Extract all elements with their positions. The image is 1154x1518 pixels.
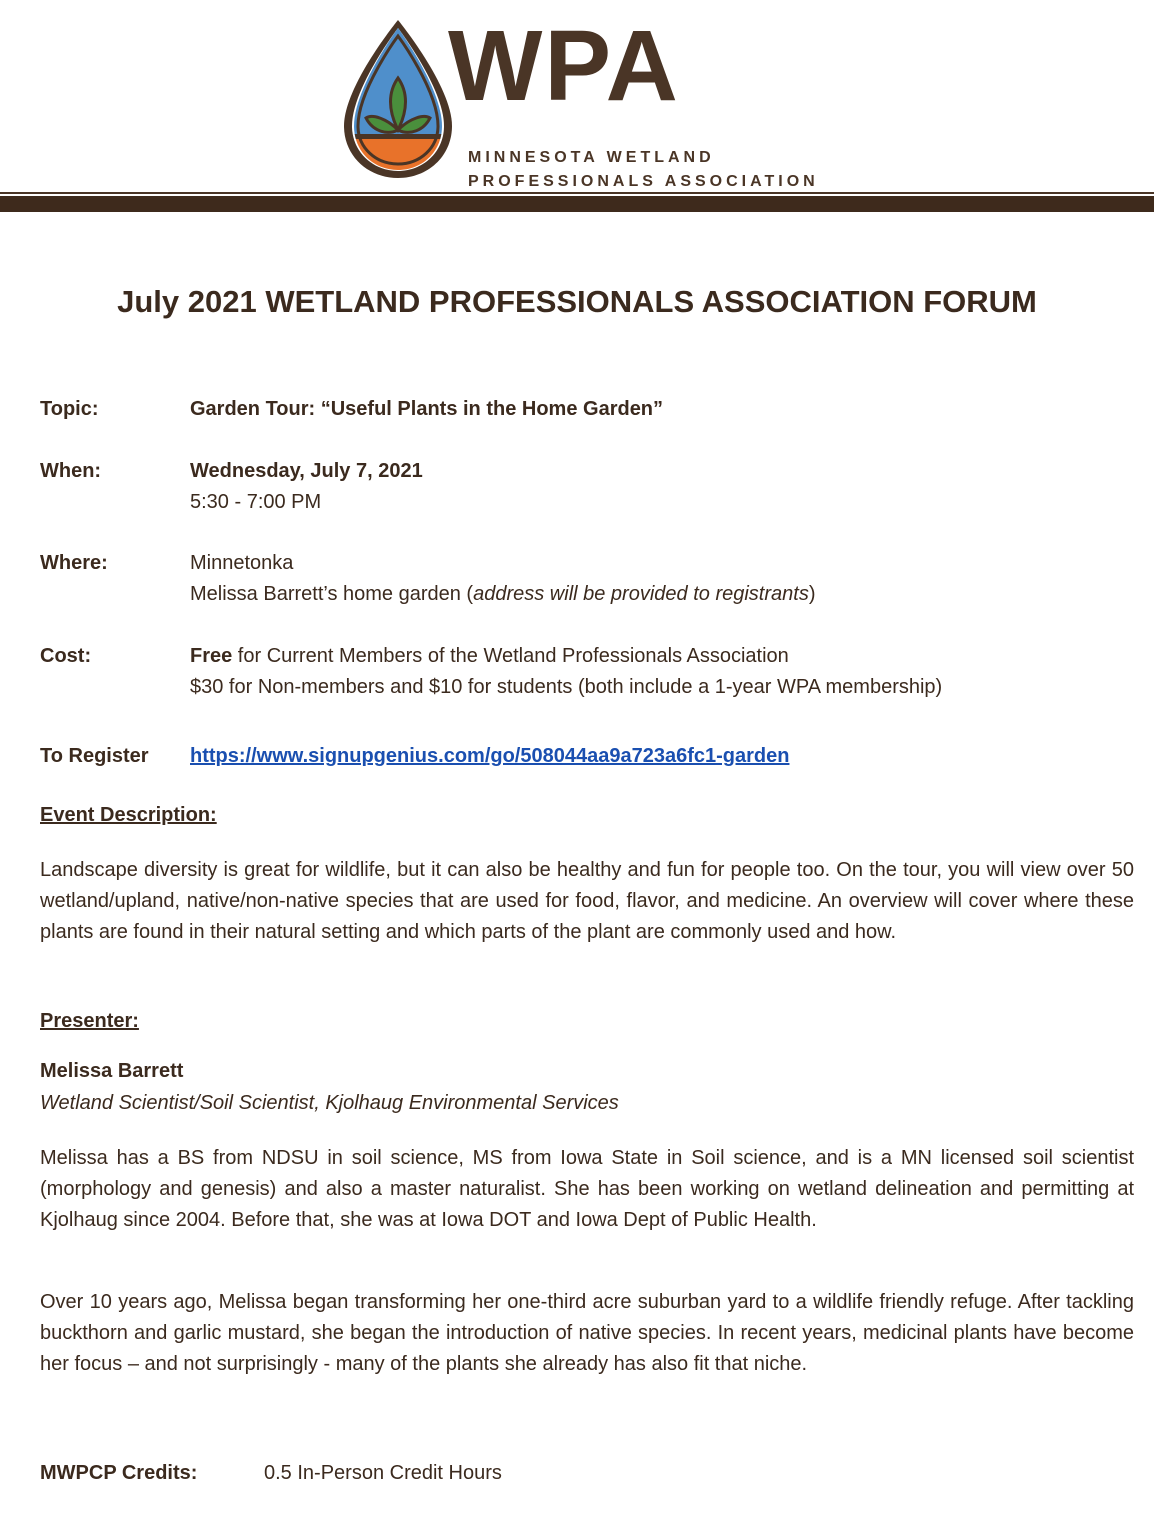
cost-line2: $30 for Non-members and $10 for students (both include a 1-year WPA membership) [190, 676, 943, 698]
where-label: Where: [40, 552, 108, 574]
credits-row [40, 1462, 502, 1485]
presenter-bio-1: Melissa has a BS from NDSU in soil science, MS from Iowa State in Soil science, and is a MN licensed soil scientist (morphology and genesis) and also a master naturalist. She has been working on wetland delineation and permitting at Kjolhaug since 2004. Before that, she was at Iowa DOT and Iowa Dept of Public Health. [40, 1147, 1134, 1231]
cost-line1 [190, 641, 789, 671]
water-drop-logo-icon [340, 18, 456, 178]
credits-value: 0.5 In-Person Credit Hours [264, 1462, 502, 1484]
where-detail [190, 579, 816, 609]
when-label: When: [40, 460, 102, 482]
where-place: Minnetonka [190, 552, 294, 574]
event-description-heading: Event Description: [40, 804, 217, 826]
cost-line1-rest: for Current Members of the Wetland Professionals Association [232, 645, 789, 667]
logo [340, 10, 860, 190]
presenter-name: Melissa Barrett [40, 1060, 184, 1082]
topic-value: Garden Tour: “Useful Plants in the Home Garden” [190, 398, 664, 420]
cost-free: Free [190, 645, 233, 667]
event-description-text: Landscape diversity is great for wildlife, but it can also be healthy and fun for people too. On the tour, you will view over 50 wetland/upland, native/non-native species that are used for food, flavor, and medicine. An overview will cover where these plants are found in their natural setting and which parts of the plant are commonly used and how. [40, 859, 1134, 943]
page-title: July 2021 WETLAND PROFESSIONALS ASSOCIATION FORUM [117, 284, 1037, 319]
topic-label: Topic: [40, 398, 99, 420]
credits-label: MWPCP Credits: [40, 1462, 198, 1484]
where-detail-text: Melissa Barrett’s home garden ( [190, 583, 474, 605]
org-name-line1: MINNESOTA WETLAND [468, 149, 715, 166]
header-divider-thin [0, 192, 1154, 194]
cost-label: Cost: [40, 645, 92, 667]
presenter-heading: Presenter: [40, 1010, 139, 1032]
presenter-role: Wetland Scientist/Soil Scientist, Kjolhaug Environmental Services [40, 1092, 619, 1114]
where-detail-end: ) [808, 583, 816, 605]
register-label: To Register [40, 745, 149, 767]
register-link[interactable]: https://www.signupgenius.com/go/508044aa9a723a6fc1-garden [190, 745, 790, 767]
org-name-line2: PROFESSIONALS ASSOCIATION [468, 173, 819, 190]
header-divider [0, 196, 1154, 212]
logo-wordmark: WPA [448, 10, 680, 122]
when-time: 5:30 - 7:00 PM [190, 491, 322, 513]
when-date: Wednesday, July 7, 2021 [190, 460, 423, 482]
presenter-bio-2: Over 10 years ago, Melissa began transforming her one-third acre suburban yard to a wildlife friendly refuge. After tackling buckthorn and garlic mustard, she began the introduction of native species. In recent years, medicinal plants have become her focus – and not surprisingly - many of the plants she already has also fit that niche. [40, 1291, 1134, 1375]
where-detail-note: address will be provided to registrants [473, 583, 809, 605]
